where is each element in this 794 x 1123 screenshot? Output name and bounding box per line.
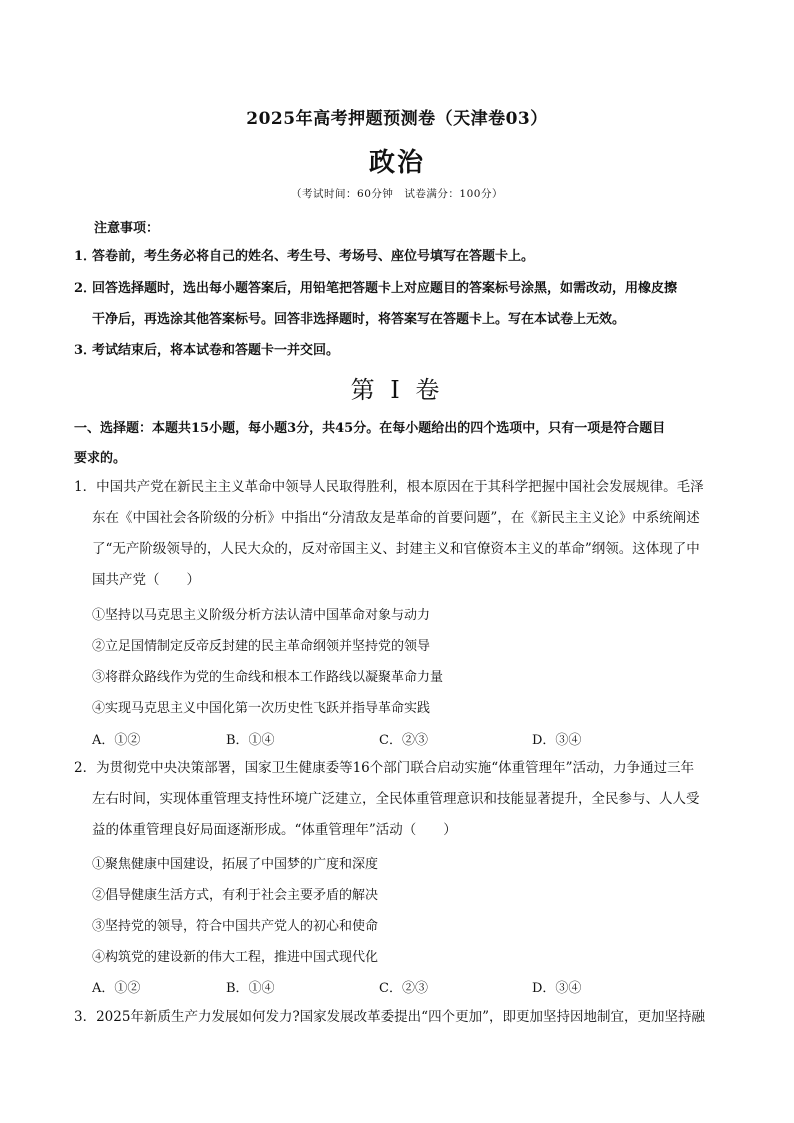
question-option: ④实现马克思主义中国化第一次历史性飞跃并指导革命实践 xyxy=(92,701,431,716)
question-line: 东在《中国社会各阶级的分析》中指出“分清敌友是革命的首要问题”，在《新民主主义论》中系统阐述 xyxy=(92,510,700,526)
notice-number: 3． xyxy=(74,343,97,358)
section-line: 一、选择题：本题共15小题，每小题3分，共45分。在每小题给出的四个选项中，只有一项是符合题目 xyxy=(74,421,666,436)
question-line: 3．2025年新质生产力发展如何发力?国家发展改革委提出“四个更加”，即更加坚持因地制宜，更加坚持融 xyxy=(74,1009,705,1025)
choice-d: D．③④ xyxy=(532,733,582,748)
question-line: 左右时间，实现体重管理支持性环境广泛建立，全民体重管理意识和技能显著提升，全民参与、人人受 xyxy=(92,791,700,807)
notice-item-2 xyxy=(74,273,724,335)
notice-text-cont: 干净后，再选涂其他答案标号。回答非选择题时，将答案写在答题卡上。写在本试卷上无效。 xyxy=(92,312,626,327)
question-2-choices xyxy=(92,977,652,997)
exam-info: （考试时间：60分钟 试卷满分：100分） xyxy=(291,188,503,200)
section-line: 要求的。 xyxy=(74,451,127,466)
question-option: ③将群众路线作为党的生命线和根本工作路线以凝聚革命力量 xyxy=(92,670,444,685)
question-2-stem xyxy=(74,753,724,846)
choice-b: B．①④ xyxy=(226,981,275,996)
choice-b: B．①④ xyxy=(226,733,275,748)
notice-item-1 xyxy=(74,241,724,272)
part-title: 第 I 卷 xyxy=(350,376,444,404)
question-option: ①聚焦健康中国建设，拓展了中国梦的广度和深度 xyxy=(92,857,379,872)
question-option: ④构筑党的建设新的伟大工程，推进中国式现代化 xyxy=(92,950,379,965)
notice-title: 注意事项： xyxy=(94,221,160,236)
question-option: ①坚持以马克思主义阶级分析方法认清中国革命对象与动力 xyxy=(92,608,431,623)
question-option: ③坚持党的领导，符合中国共产党人的初心和使命 xyxy=(92,919,379,934)
question-option: ②倡导健康生活方式，有利于社会主要矛盾的解决 xyxy=(92,888,379,903)
subject-title: 政治 xyxy=(368,148,425,178)
choice-c: C．②③ xyxy=(379,981,428,996)
notice-text: 考试结束后，将本试卷和答题卡一并交回。 xyxy=(92,343,340,358)
notice-number: 2． xyxy=(74,281,97,296)
question-1-choices xyxy=(92,729,652,749)
question-option: ②立足国情制定反帝反封建的民主革命纲领并坚持党的领导 xyxy=(92,639,431,654)
choice-a: A．①② xyxy=(92,733,141,748)
page-title: 2025年高考押题预测卷（天津卷03） xyxy=(246,109,548,129)
notice-text: 答卷前，考生务必将自己的姓名、考生号、考场号、座位号填写在答题卡上。 xyxy=(92,249,535,264)
question-line: 国共产党（ ） xyxy=(92,572,200,588)
notice-text: 回答选择题时，选出每小题答案后，用铅笔把答题卡上对应题目的答案标号涂黑，如需改动，用橡皮擦 xyxy=(92,281,678,296)
choice-c: C．②③ xyxy=(379,733,428,748)
notice-item-3 xyxy=(74,335,724,366)
question-3-stem xyxy=(74,1002,724,1033)
question-line: 1．中国共产党在新民主主义革命中领导人民取得胜利，根本原因在于其科学把握中国社会发展规律。毛泽 xyxy=(74,479,704,495)
choice-a: A．①② xyxy=(92,981,141,996)
question-line: 了“无产阶级领导的，人民大众的，反对帝国主义、封建主义和官僚资本主义的革命”纲领。这体现了中 xyxy=(92,541,700,557)
question-line: 2．为贯彻党中央决策部署，国家卫生健康委等16个部门联合启动实施“体重管理年”活动，力争通过三年 xyxy=(74,760,695,776)
notice-number: 1． xyxy=(74,249,97,264)
question-1-stem xyxy=(74,472,724,596)
choice-d: D．③④ xyxy=(532,981,582,996)
section-instructions xyxy=(74,414,724,474)
question-line: 益的体重管理良好局面逐渐形成。“体重管理年”活动（ ） xyxy=(92,822,457,838)
